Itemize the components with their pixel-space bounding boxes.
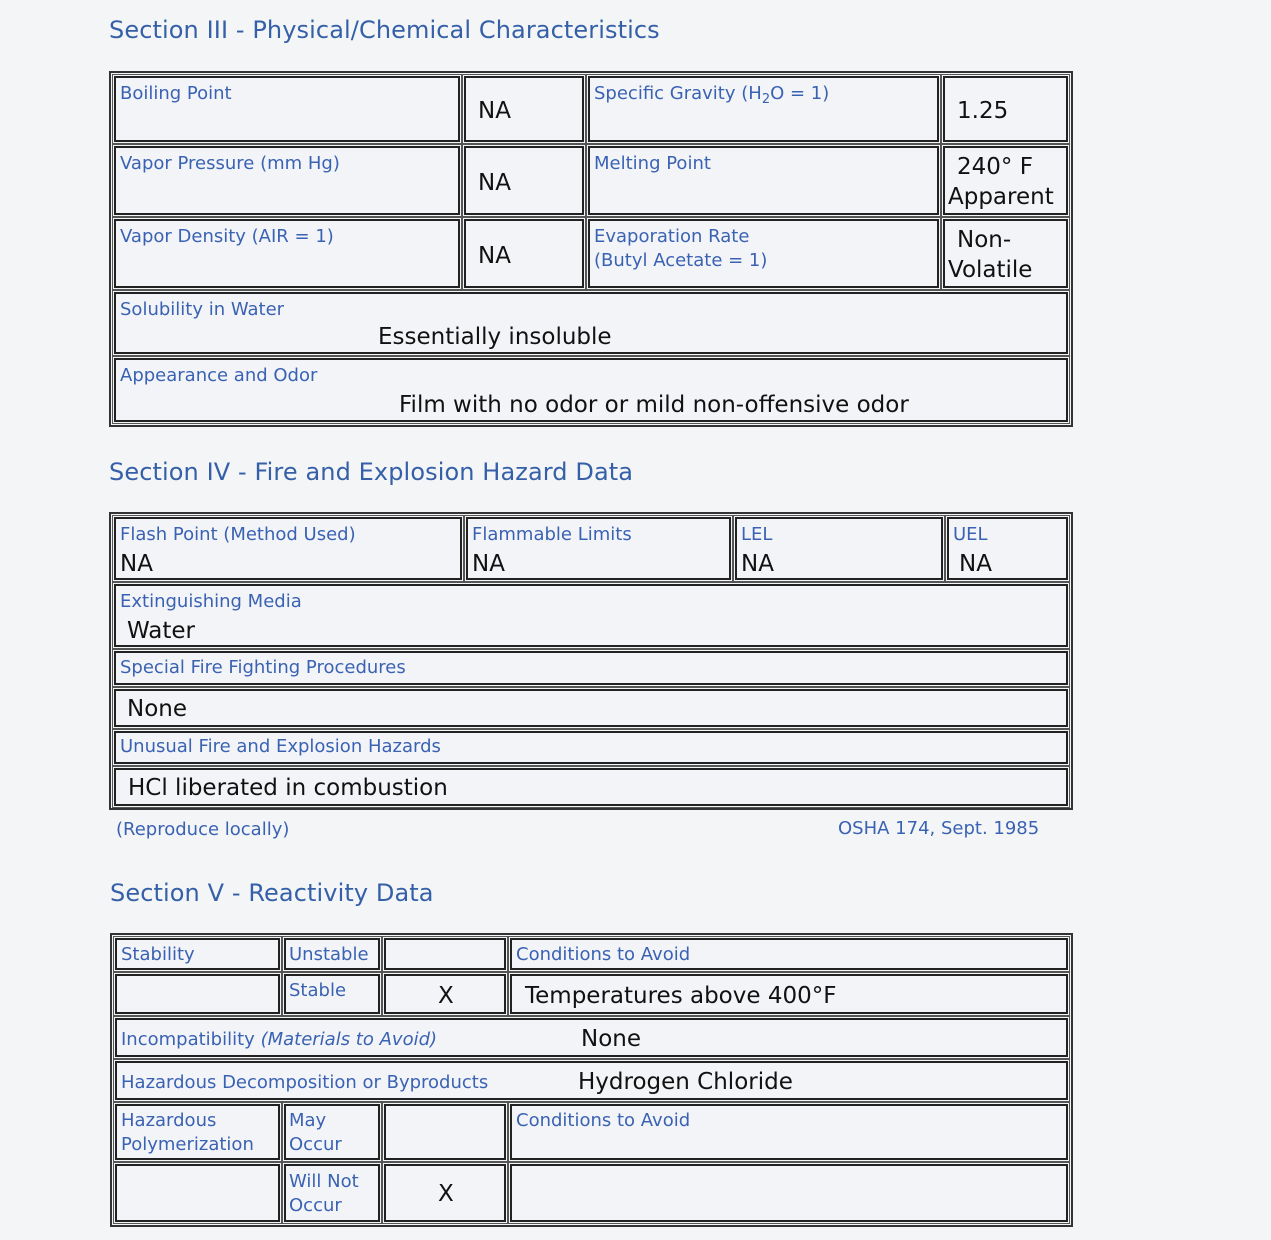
vapor-density-value-cell <box>464 219 584 288</box>
polymerization-conditions-value-cell <box>510 1164 1068 1222</box>
may-occur-label-line2: Occur <box>289 1134 342 1155</box>
stable-label-cell <box>284 974 380 1014</box>
appearance-value: Film with no odor or mild non-offensive odor <box>399 392 909 418</box>
will-not-occur-label-line2: Occur <box>289 1195 342 1216</box>
unstable-label-cell <box>284 938 380 970</box>
boiling-point-label-cell <box>114 76 460 142</box>
vapor-pressure-label: Vapor Pressure (mm Hg) <box>120 153 340 174</box>
specific-gravity-label-pre: Specific Gravity (H <box>594 83 762 104</box>
appearance-cell <box>114 358 1068 422</box>
will-not-occur-label-cell <box>284 1164 380 1222</box>
solubility-label: Solubility in Water <box>120 299 285 320</box>
evaporation-rate-label-cell <box>588 219 939 288</box>
section-3-title: Section III - Physical/Chemical Characteristics <box>109 16 660 44</box>
stability-blank-cell <box>115 974 280 1014</box>
polymerization-conditions-label-cell <box>510 1104 1068 1160</box>
flammable-limits-value: NA <box>472 551 505 577</box>
section-4-title: Section IV - Fire and Explosion Hazard Data <box>109 458 634 486</box>
flammable-limits-cell <box>466 517 731 580</box>
stability-label: Stability <box>121 944 195 965</box>
unusual-hazards-value-cell <box>114 768 1068 806</box>
unusual-hazards-value: HCl liberated in combustion <box>128 775 448 801</box>
polymerization-blank-cell <box>115 1164 280 1222</box>
flash-point-label: Flash Point (Method Used) <box>120 524 356 545</box>
stability-conditions-label: Conditions to Avoid <box>516 944 691 965</box>
unusual-hazards-label: Unusual Fire and Explosion Hazards <box>120 736 441 757</box>
polymerization-label-line2: Polymerization <box>121 1134 254 1155</box>
unstable-checkbox[interactable] <box>384 938 506 970</box>
extinguishing-media-value: Water <box>127 618 195 644</box>
melting-point-label-cell <box>588 146 939 215</box>
footnote-reproduce-locally: (Reproduce locally) <box>116 819 290 840</box>
incompatibility-label <box>121 1028 437 1052</box>
stable-label: Stable <box>289 980 347 1001</box>
will-not-occur-label-line1: Will Not <box>289 1171 359 1192</box>
extinguishing-media-label: Extinguishing Media <box>120 591 302 612</box>
evaporation-rate-value-line1: Non- <box>957 227 1012 253</box>
flash-point-value: NA <box>120 551 153 577</box>
uel-label: UEL <box>953 524 988 545</box>
special-procedures-value-cell <box>114 689 1068 727</box>
extinguishing-media-cell <box>114 584 1068 647</box>
vapor-pressure-value: NA <box>478 170 511 196</box>
evaporation-rate-label-line2: (Butyl Acetate = 1) <box>594 250 768 271</box>
vapor-pressure-value-cell <box>464 146 584 215</box>
incompatibility-label-italic: (Materials to Avoid) <box>260 1029 438 1050</box>
footnote-osha-form: OSHA 174, Sept. 1985 <box>838 818 1040 839</box>
vapor-density-value: NA <box>478 243 511 269</box>
vapor-density-label: Vapor Density (AIR = 1) <box>120 226 334 247</box>
section-5-title: Section V - Reactivity Data <box>110 879 434 907</box>
evaporation-rate-value-cell <box>943 219 1068 288</box>
boiling-point-label: Boiling Point <box>120 83 232 104</box>
specific-gravity-value: 1.25 <box>957 98 1009 124</box>
flammable-limits-label: Flammable Limits <box>472 524 632 545</box>
melting-point-value-line2: Apparent <box>948 184 1054 210</box>
flash-point-cell <box>114 517 462 580</box>
uel-value: NA <box>959 551 992 577</box>
polymerization-conditions-label: Conditions to Avoid <box>516 1110 691 1131</box>
will-not-occur-mark: X <box>438 1181 454 1207</box>
vapor-pressure-label-cell <box>114 146 460 215</box>
decomposition-label: Hazardous Decomposition or Byproducts <box>121 1072 489 1093</box>
specific-gravity-value-cell <box>943 76 1068 142</box>
evaporation-rate-label-line1: Evaporation Rate <box>594 226 750 247</box>
vapor-density-label-cell <box>114 219 460 288</box>
unstable-label: Unstable <box>289 944 369 965</box>
incompatibility-cell <box>115 1018 1068 1057</box>
melting-point-value-cell <box>943 146 1068 215</box>
will-not-occur-checkbox[interactable] <box>384 1164 506 1222</box>
specific-gravity-label-cell <box>588 76 939 142</box>
solubility-value: Essentially insoluble <box>378 324 612 350</box>
stability-conditions-label-cell <box>510 938 1068 970</box>
decomposition-cell <box>115 1061 1068 1100</box>
lel-value: NA <box>741 551 774 577</box>
boiling-point-value: NA <box>478 98 511 124</box>
polymerization-label-cell <box>115 1104 280 1160</box>
unusual-hazards-label-cell <box>114 731 1068 764</box>
stability-conditions-value: Temperatures above 400°F <box>525 983 837 1009</box>
may-occur-label-line1: May <box>289 1110 327 1131</box>
solubility-cell <box>114 292 1068 354</box>
uel-cell <box>947 517 1068 580</box>
stable-mark: X <box>438 983 454 1009</box>
polymerization-label-line1: Hazardous <box>121 1110 217 1131</box>
boiling-point-value-cell <box>464 76 584 142</box>
lel-label: LEL <box>741 524 773 545</box>
specific-gravity-label-sub: 2 <box>761 92 771 107</box>
incompatibility-label-text: Incompatibility <box>121 1029 255 1050</box>
lel-cell <box>735 517 943 580</box>
melting-point-value-line1: 240° F <box>957 154 1033 180</box>
may-occur-checkbox[interactable] <box>384 1104 506 1160</box>
appearance-label: Appearance and Odor <box>120 365 318 386</box>
evaporation-rate-value-line2: Volatile <box>948 257 1033 283</box>
specific-gravity-label-post: O = 1) <box>770 83 830 104</box>
special-procedures-label: Special Fire Fighting Procedures <box>120 657 406 678</box>
may-occur-label-cell <box>284 1104 380 1160</box>
stability-label-cell <box>115 938 280 970</box>
incompatibility-value: None <box>581 1026 642 1052</box>
special-procedures-label-cell <box>114 651 1068 685</box>
stable-checkbox[interactable] <box>384 974 506 1014</box>
decomposition-value: Hydrogen Chloride <box>578 1069 793 1095</box>
specific-gravity-label <box>594 82 829 112</box>
special-procedures-value: None <box>127 696 188 722</box>
stability-conditions-value-cell <box>510 974 1068 1014</box>
melting-point-label: Melting Point <box>594 153 711 174</box>
